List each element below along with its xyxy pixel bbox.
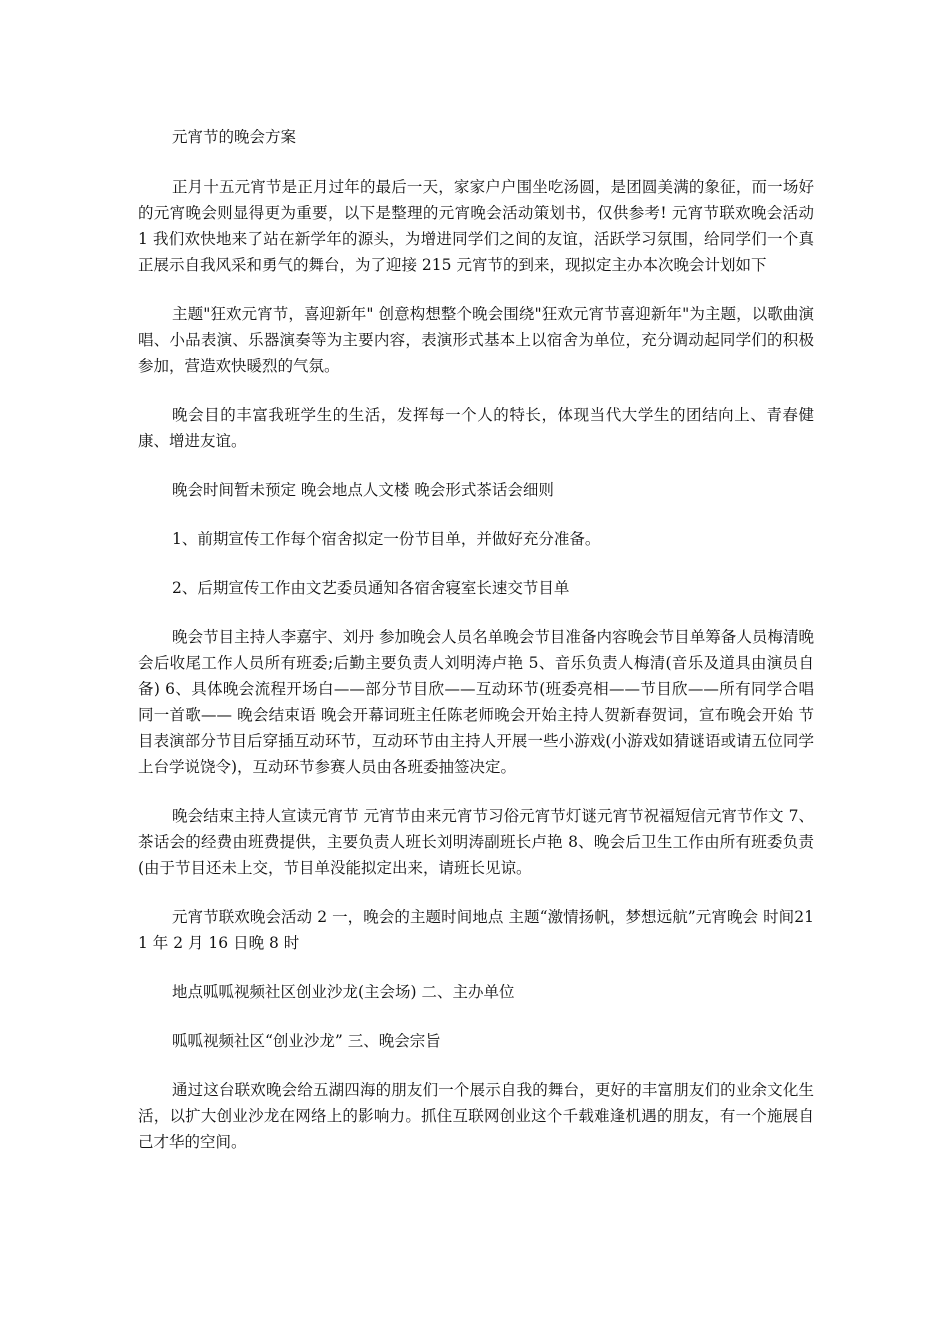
- paragraph-purpose: 晚会目的丰富我班学生的生活，发挥每一个人的特长，体现当代大学生的团结向上、青春健康、增进友谊。: [138, 406, 814, 450]
- paragraph-venue: 地点呱呱视频社区创业沙龙(主会场) 二、主办单位: [172, 983, 515, 1001]
- paragraph-ending: 晚会结束主持人宣读元宵节 元宵节由来元宵节习俗元宵节灯谜元宵节祝福短信元宵节作文 7、茶话会的经费由班费提供，主要负责人班长刘明涛副班长卢艳 8、晚会后卫生工作由所有班委负责(由于节目还未上交，节目单没能拟定出来，请班长见谅。: [138, 807, 814, 877]
- document-body: [138, 124, 814, 1178]
- paragraph-event-2: 元宵节联欢晚会活动 2 一，晚会的主题时间地点 主题“激情扬帆，梦想远航”元宵晚会 时间211 年 2 月 16 日晚 8 时: [138, 908, 814, 952]
- paragraph-intro: 正月十五元宵节是正月过年的最后一天，家家户户围坐吃汤圆，是团圆美满的象征，而一场好的元宵晚会则显得更为重要，以下是整理的元宵晚会活动策划书，仅供参考! 元宵节联欢晚会活动 1 我们欢快地来了站在新学年的源头，为增进同学们之间的友谊，活跃学习氛围，给同学们一个真正展示自我风采和勇气的舞台，为了迎接 215 元宵节的到来，现拟定主办本次晚会计划如下: [138, 178, 814, 274]
- paragraph-rule-1: 1、前期宣传工作每个宿舍拟定一份节目单，并做好充分准备。: [172, 530, 601, 548]
- paragraph-time-place: 晚会时间暂未预定 晚会地点人文楼 晚会形式茶话会细则: [172, 481, 554, 499]
- paragraph-aim: 通过这台联欢晚会给五湖四海的朋友们一个展示自我的舞台，更好的丰富朋友们的业余文化生活，以扩大创业沙龙在网络上的影响力。抓住互联网创业这个千载难逢机遇的朋友，有一个施展自己才华的空间。: [138, 1081, 814, 1151]
- document-title: 元宵节的晚会方案: [172, 128, 297, 146]
- paragraph-program: 晚会节目主持人李嘉宇、刘丹 参加晚会人员名单晚会节目准备内容晚会节目单筹备人员梅清晚会后收尾工作人员所有班委;后勤主要负责人刘明涛卢艳 5、音乐负责人梅清(音乐及道具由演员自备) 6、具体晚会流程开场白——部分节目欣——互动环节(班委亮相——节目欣——所有同学合唱同一首歌—— 晚会结束语 晚会开幕词班主任陈老师晚会开始主持人贺新春贺词，宣布晚会开始 节目表演部分节目后穿插互动环节，互动环节由主持人开展一些小游戏(小游戏如猜谜语或请五位同学上台学说饶令)，互动环节参赛人员由各班委抽签决定。: [138, 628, 814, 776]
- paragraph-rule-2: 2、后期宣传工作由文艺委员通知各宿舍寝室长速交节目单: [172, 579, 570, 597]
- paragraph-organizer: 呱呱视频社区“创业沙龙” 三、晚会宗旨: [172, 1032, 441, 1050]
- paragraph-theme: 主题"狂欢元宵节，喜迎新年" 创意构想整个晚会围绕"狂欢元宵节喜迎新年"为主题，以歌曲演唱、小品表演、乐器演奏等为主要内容，表演形式基本上以宿舍为单位，充分调动起同学们的积极参加，营造欢快暖烈的气氛。: [138, 305, 814, 375]
